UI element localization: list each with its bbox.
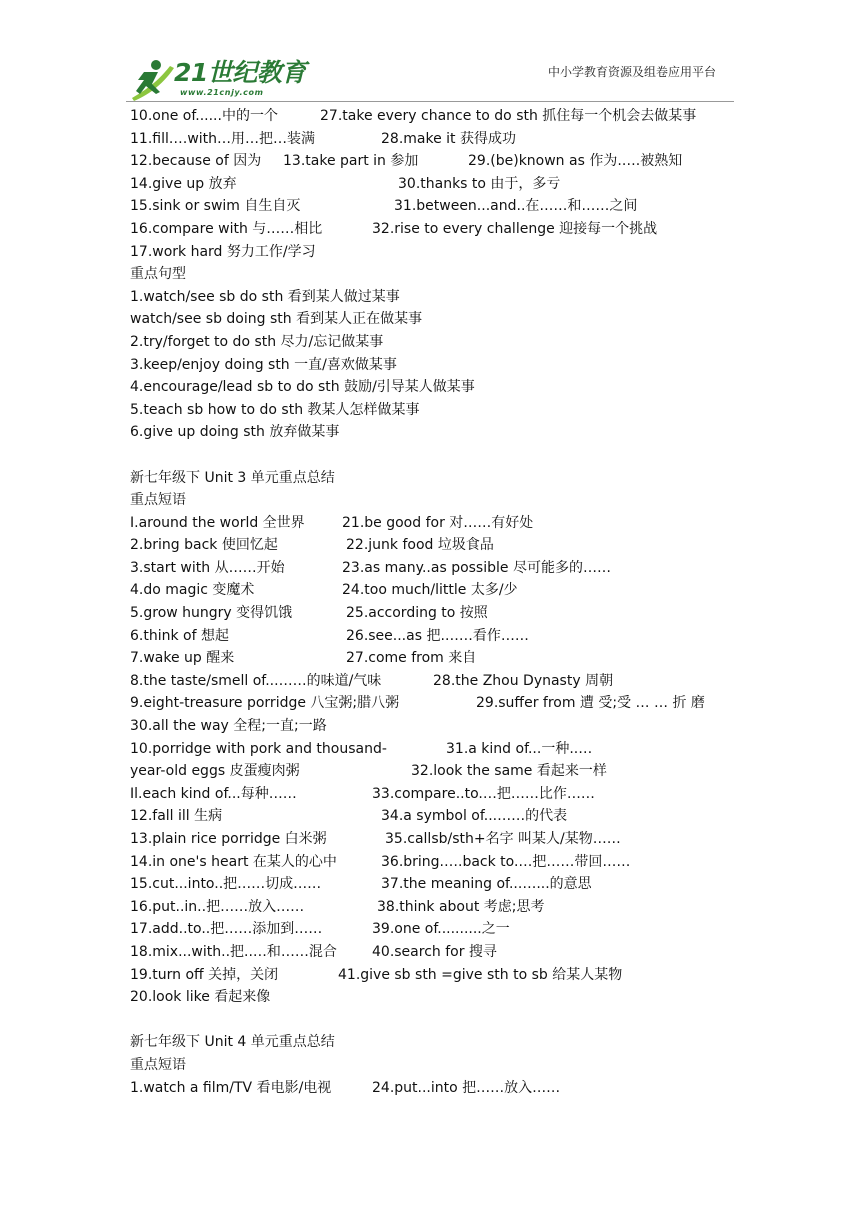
- entry: 30.thanks to 由于，多亏: [398, 175, 561, 192]
- section-heading: [130, 263, 740, 286]
- entry: 2.try/forget to do sth 尽力/忘记做某事: [130, 333, 384, 350]
- entry: 重点短语: [130, 492, 186, 509]
- entry: watch/see sb doing sth 看到某人正在做某事: [130, 311, 423, 328]
- entry: 15.cut...into..把……切成……: [130, 876, 322, 893]
- text-line: [130, 805, 740, 828]
- entry: 16.compare with 与……相比: [130, 220, 323, 237]
- entry: 32.rise to every challenge 迎接每一个挑战: [372, 220, 658, 237]
- entry: 28.make it 获得成功: [381, 130, 516, 147]
- text-line: [130, 602, 740, 625]
- entry: 13.plain rice porridge 白米粥: [130, 831, 327, 847]
- entry: 重点短语: [130, 1056, 186, 1073]
- entry: 37.the meaning of...…...的意思: [381, 876, 592, 893]
- entry: 18.mix...with..把..…和……混合: [130, 943, 337, 960]
- entry: Il.each kind of...每种……: [130, 785, 297, 802]
- entry: 25.according to 按照: [346, 605, 488, 622]
- text-line: [130, 625, 740, 648]
- entry: 31.a kind of...一种..…: [446, 740, 593, 757]
- entry: 6.think of 想起: [130, 627, 229, 644]
- entry: 12.fall ill 生病: [130, 808, 223, 825]
- entry: 3.start with 从……开始: [130, 559, 285, 576]
- text-line: [130, 964, 740, 987]
- entry: 10.one of......中的一个: [130, 108, 278, 124]
- text-line: [130, 918, 740, 941]
- entry: 21.be good for 对……有好处: [342, 514, 534, 531]
- entry: year-old eggs 皮蛋瘦肉粥: [130, 763, 300, 780]
- entry: 13.take part in 参加: [283, 153, 419, 170]
- text-line: [130, 738, 740, 761]
- entry: 31.between...and..在……和……之间: [394, 198, 638, 215]
- entry: 23.as many..as possible 尽可能多的……: [342, 559, 611, 576]
- entry: 16.put..in..把……放入……: [130, 898, 305, 915]
- header-divider: [126, 101, 734, 102]
- text-line: [130, 941, 740, 964]
- text-line: [130, 399, 740, 422]
- text-line: [130, 670, 740, 693]
- text-line: [130, 986, 740, 1009]
- text-line: [130, 579, 740, 602]
- entry: 3.keep/enjoy doing sth 一直/喜欢做某事: [130, 356, 397, 373]
- entry: 7.wake up 醒来: [130, 650, 235, 667]
- entry: 14.give up 放弃: [130, 175, 237, 192]
- entry: 40.search for 搜寻: [372, 943, 497, 960]
- entry: 17.add..to..把……添加到……: [130, 921, 323, 938]
- entry: 10.porridge with pork and thousand-: [130, 740, 387, 757]
- text-line: [130, 241, 740, 264]
- text-line: [130, 150, 740, 173]
- text-line: [130, 105, 740, 128]
- text-line: [130, 851, 740, 874]
- blank-line: [130, 444, 740, 467]
- entry: 2.bring back 使回忆起: [130, 537, 278, 554]
- text-line: [130, 331, 740, 354]
- entry: 5.teach sb how to do sth 教某人怎样做某事: [130, 401, 420, 418]
- entry: 11.fill.…with…用…把…装满: [130, 130, 316, 147]
- page-header: [0, 0, 860, 104]
- entry: 22.junk food 垃圾食品: [346, 537, 494, 554]
- platform-title: 中小学教育资源及组卷应用平台: [548, 65, 717, 79]
- text-line: [130, 173, 740, 196]
- entry: 29.suffer from 遭 受;受 … … 折 磨: [476, 695, 705, 712]
- entry: 26.see...as 把.……看作……: [346, 627, 529, 644]
- entry: 9.eight-treasure porridge 八宝粥;腊八粥: [130, 695, 400, 712]
- logo-url: www.21cnjy.com: [180, 88, 264, 97]
- unit-title: [130, 467, 740, 490]
- entry: 28.the Zhou Dynasty 周朝: [433, 672, 614, 689]
- entry: 32.look the same 看起来一样: [411, 763, 607, 780]
- entry: 35.callsb/sth+名字 叫某人/某物……: [385, 831, 621, 847]
- blank-line: [130, 1009, 740, 1032]
- text-line: [130, 760, 740, 783]
- text-line: [130, 354, 740, 377]
- entry: 8.the taste/smell of...……的味道/气味: [130, 672, 382, 689]
- entry: 41.give sb sth =give sth to sb 给某人某物: [338, 966, 623, 983]
- text-line: [130, 783, 740, 806]
- entry: I.around the world 全世界: [130, 514, 305, 531]
- entry: 29.(be)known as 作为.….被熟知: [468, 153, 683, 170]
- entry: 12.because of 因为: [130, 153, 262, 170]
- unit-title: [130, 1031, 740, 1054]
- entry: 36.bring.….back to.…把……带回……: [381, 853, 631, 870]
- text-line: [130, 512, 740, 535]
- entry: 新七年级下 Unit 4 单元重点总结: [130, 1034, 335, 1051]
- entry: 19.turn off 关掉，关闭: [130, 966, 279, 983]
- section-heading: [130, 1054, 740, 1077]
- text-line: [130, 286, 740, 309]
- entry: 6.give up doing sth 放弃做某事: [130, 424, 340, 441]
- text-line: [130, 896, 740, 919]
- text-line: [130, 692, 740, 715]
- text-line: [130, 421, 740, 444]
- entry: 4.encourage/lead sb to do sth 鼓励/引导某人做某事: [130, 379, 475, 396]
- text-line: [130, 1077, 740, 1100]
- logo-text: 21世纪教育: [174, 58, 306, 87]
- text-line: [130, 873, 740, 896]
- text-line: [130, 715, 740, 738]
- text-line: [130, 308, 740, 331]
- entry: 24.too much/little 太多/少: [342, 582, 518, 599]
- entry: 20.look like 看起来像: [130, 989, 271, 1006]
- entry: 30.all the way 全程;一直;一路: [130, 718, 327, 735]
- text-line: [130, 534, 740, 557]
- entry: 17.work hard 努力工作/学习: [130, 243, 316, 260]
- entry: 34.a symbol of...……的代表: [381, 808, 568, 825]
- entry: 15.sink or swim 自生自灭: [130, 198, 301, 215]
- runner-logo-icon: [126, 58, 178, 102]
- entry: 5.grow hungry 变得饥饿: [130, 605, 293, 622]
- text-line: [130, 195, 740, 218]
- text-line: [130, 647, 740, 670]
- text-line: [130, 376, 740, 399]
- entry: 1.watch/see sb do sth 看到某人做过某事: [130, 288, 400, 305]
- entry: 33.compare..to.…把……比作……: [372, 785, 595, 802]
- section-heading: [130, 489, 740, 512]
- entry: 14.in one's heart 在某人的心中: [130, 853, 337, 870]
- text-line: [130, 218, 740, 241]
- text-line: [130, 828, 740, 851]
- entry: 重点句型: [130, 266, 186, 283]
- entry: 39.one of..........之一: [372, 921, 510, 938]
- text-line: [130, 128, 740, 151]
- site-logo: [126, 58, 306, 102]
- entry: 新七年级下 Unit 3 单元重点总结: [130, 469, 335, 486]
- entry: 4.do magic 变魔术: [130, 582, 255, 599]
- text-line: [130, 557, 740, 580]
- entry: 38.think about 考虑;思考: [377, 898, 545, 915]
- entry: 27.take every chance to do sth 抓住每一个机会去做某事: [320, 108, 697, 124]
- entry: 24.put...into 把……放入……: [372, 1079, 561, 1096]
- entry: 27.come from 来自: [346, 650, 477, 667]
- entry: 1.watch a film/TV 看电影/电视: [130, 1079, 332, 1096]
- document-body: [130, 105, 740, 1099]
